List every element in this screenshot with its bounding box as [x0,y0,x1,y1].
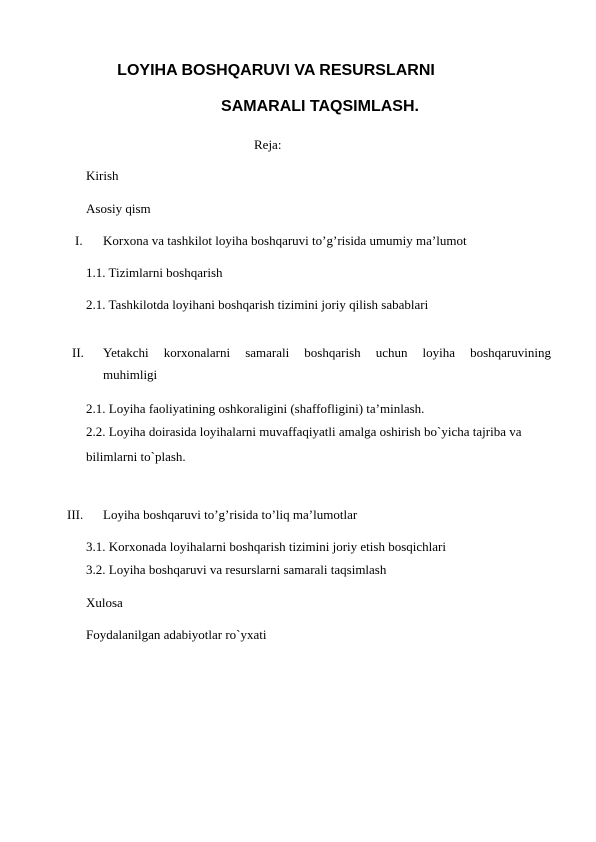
section2-title-line1: Yetakchi korxonalarni samarali boshqarish uchun loyiha boshqaruvining [103,345,551,360]
section3-numeral: III. [67,507,84,522]
section2-title-line2: muhimligi [103,367,158,382]
plan-heading: Reja: [254,137,282,152]
intro-item: Kirish [86,168,119,183]
section3-title: Loyiha boshqaruvi to’g’risida to’liq ma’lumotlar [103,507,358,522]
section2-item: 2.2. Loyiha doirasida loyihalarni muvaffaqiyatli amalga oshirish bo`yicha tajriba va [86,424,522,439]
section1-title: Korxona va tashkilot loyiha boshqaruvi to’g’risida umumiy ma’lumot [103,233,467,248]
conclusion-item: Xulosa [86,595,123,610]
references-item: Foydalanilgan adabiyotlar ro`yxati [86,627,267,642]
document-title-line2: SAMARALI TAQSIMLASH. [221,98,419,115]
section3-item: 3.1. Korxonada loyihalarni boshqarish tizimini joriy etish bosqichlari [86,539,446,554]
section3-item: 3.2. Loyiha boshqaruvi va resurslarni samarali taqsimlash [86,562,387,577]
section1-item: 1.1. Tizimlarni boshqarish [86,265,223,280]
section2-item: 2.1. Loyiha faoliyatining oshkoraligini (shaffofligini) ta’minlash. [86,401,425,416]
section2-numeral: II. [72,345,84,360]
main-part-item: Asosiy qism [86,201,151,216]
document-title-line1: LOYIHA BOSHQARUVI VA RESURSLARNI [117,62,435,79]
section2-item-continuation: bilimlarni to`plash. [86,449,186,464]
section1-item: 2.1. Tashkilotda loyihani boshqarish tizimini joriy qilish sabablari [86,297,429,312]
section1-numeral: I. [75,233,83,248]
